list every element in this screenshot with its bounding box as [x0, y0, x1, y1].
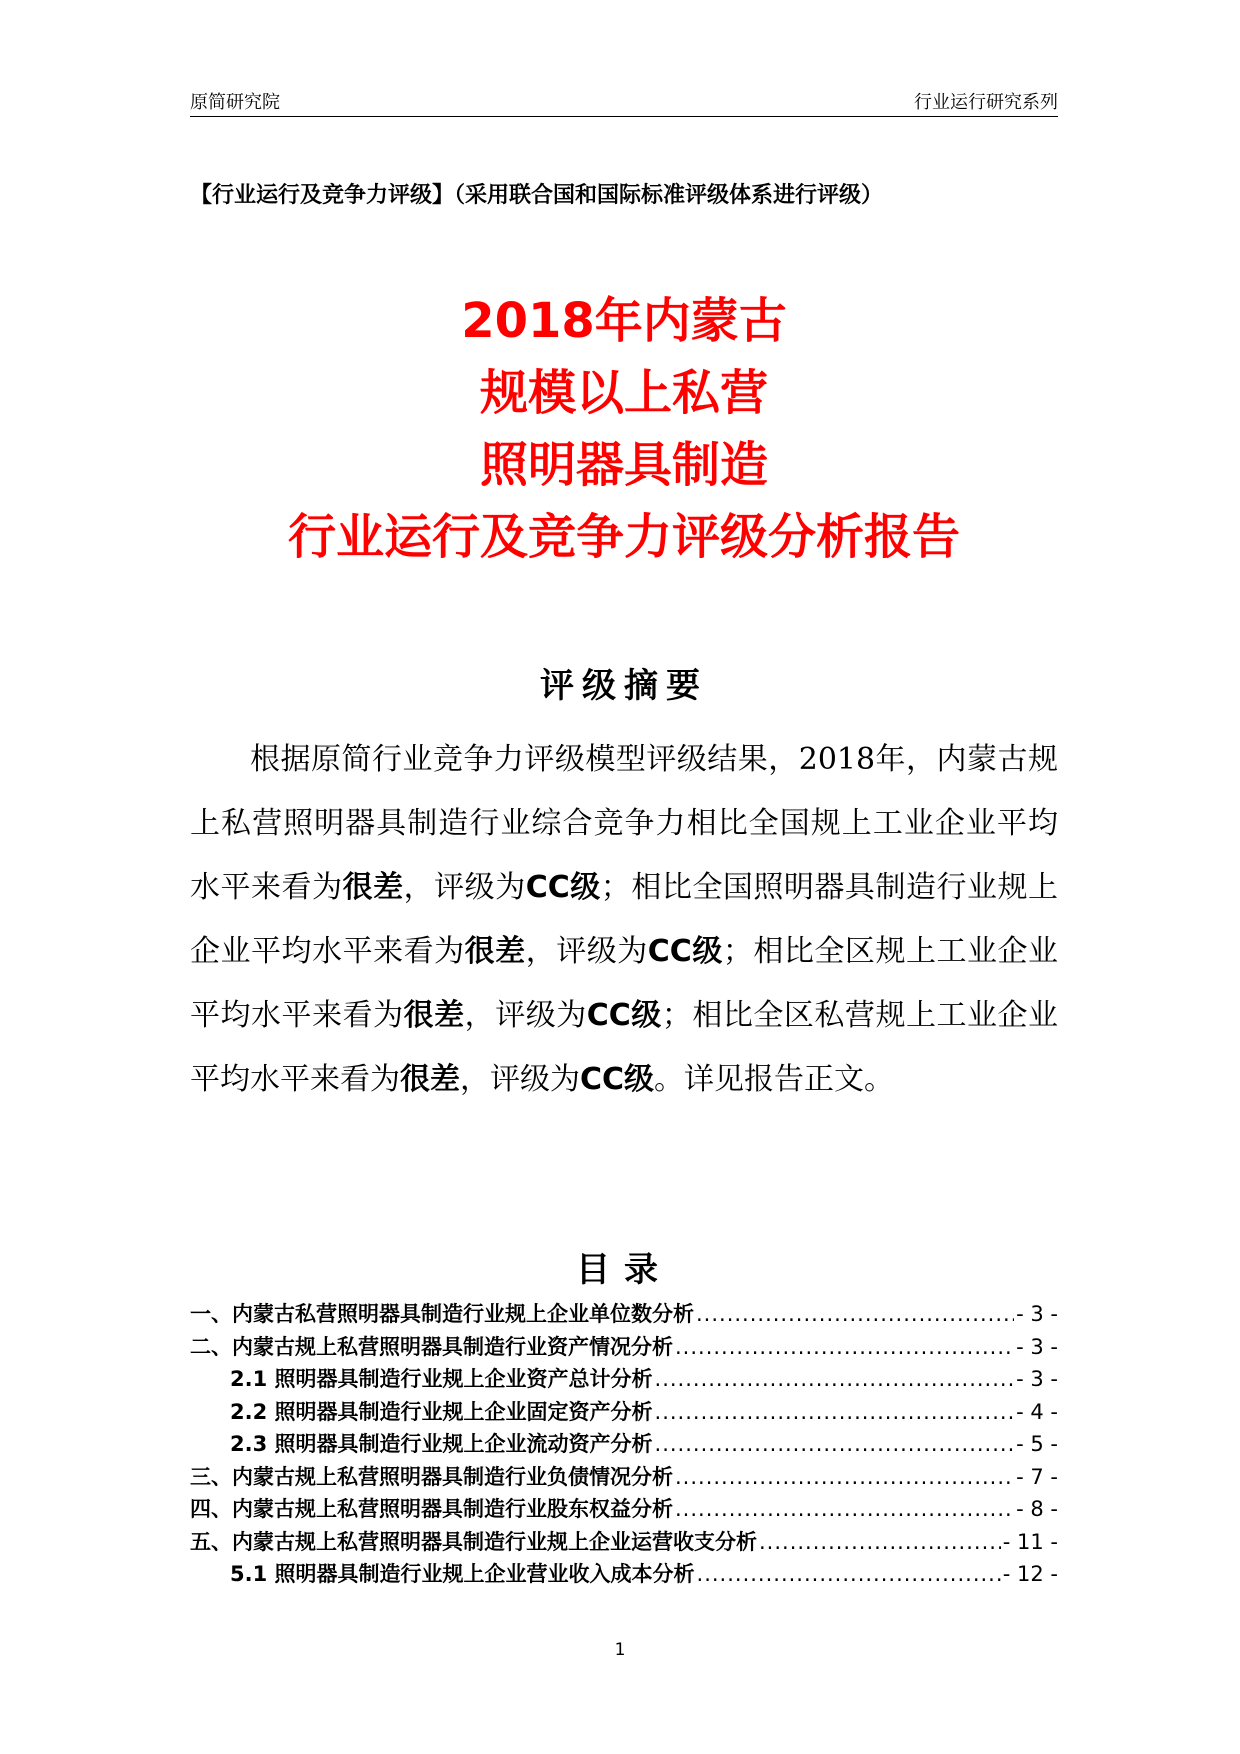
toc-entry[interactable]: [190, 1428, 1058, 1461]
toc-entry-label[interactable]: 2.1 照明器具制造行业规上企业资产总计分析: [230, 1367, 653, 1391]
summary-rating-word: 很差: [403, 998, 465, 1033]
report-title-line-1: 2018年内蒙古: [461, 293, 787, 349]
toc-entry-page: - 7 -: [1016, 1464, 1058, 1489]
toc-leader-dots: [675, 1493, 1014, 1526]
summary-text: ；相比全区规上工业企业平均水平来看为: [190, 934, 1059, 1033]
toc-leader-dots: [655, 1428, 1015, 1461]
toc-entry-page: - 8 -: [1016, 1497, 1058, 1521]
toc-entry-page: - 11 -: [1002, 1529, 1058, 1554]
page-header: [190, 86, 1058, 117]
summary-rating-grade: CC级: [525, 870, 601, 905]
toc-entry-page: - 3 -: [1016, 1334, 1058, 1359]
summary-text: ；相比全区私营规上工业企业平均水平来看为: [190, 998, 1059, 1097]
summary-rating-grade: CC级: [586, 998, 662, 1033]
toc-entry[interactable]: [190, 1526, 1058, 1559]
summary-text: ，评级为: [464, 998, 587, 1033]
summary-heading: 评级摘要: [540, 666, 708, 706]
toc-entry[interactable]: [190, 1298, 1058, 1331]
toc-leader-dots: [759, 1526, 1001, 1559]
toc-entry-label[interactable]: 二、内蒙古规上私营照明器具制造行业资产情况分析: [190, 1334, 673, 1359]
toc-leader-dots: [697, 1558, 1001, 1591]
toc-leader-dots: [696, 1298, 1014, 1331]
toc-entry-page: - 12 -: [1002, 1562, 1058, 1586]
toc-entry-page: - 3 -: [1016, 1302, 1058, 1326]
toc-leader-dots: [675, 1461, 1014, 1494]
toc-entry-page: - 3 -: [1016, 1367, 1058, 1391]
toc-entry[interactable]: [190, 1493, 1058, 1526]
toc-entry[interactable]: [190, 1558, 1058, 1591]
toc-entry-page: - 5 -: [1016, 1432, 1058, 1456]
summary-text: 根据原简行业竞争力评级模型评级结果，2018年，内蒙古规上私营照明器具制造行业综合竞争力相比全国规上工业企业平均水平来看为: [190, 742, 1058, 905]
toc-entry[interactable]: [190, 1363, 1058, 1396]
summary-text: ；相比全国照明器具制造行业规上企业平均水平来看为: [190, 870, 1059, 969]
report-title: [190, 285, 1058, 573]
header-series-name: 行业运行研究系列: [914, 92, 1058, 113]
toc-entry-page: - 4 -: [1016, 1399, 1058, 1424]
summary-text: ，评级为: [403, 870, 526, 905]
report-title-line-4: 行业运行及竞争力评级分析报告: [287, 509, 960, 565]
page-number: 1: [614, 1640, 626, 1660]
toc-leader-dots: [655, 1363, 1015, 1396]
report-title-line-3: 照明器具制造: [479, 437, 768, 493]
summary-paragraph: [190, 728, 1058, 1112]
summary-rating-grade: CC级: [647, 934, 723, 969]
toc-entry-label[interactable]: 四、内蒙古规上私营照明器具制造行业股东权益分析: [190, 1497, 673, 1521]
header-org-name: 原简研究院: [190, 92, 280, 113]
toc-entry-label[interactable]: 2.2 照明器具制造行业规上企业固定资产分析: [230, 1399, 653, 1424]
summary-rating-grade: CC级: [580, 1062, 655, 1097]
toc-heading: 目录: [576, 1250, 672, 1290]
summary-rating-word: 很差: [400, 1062, 460, 1097]
report-title-line-2: 规模以上私营: [479, 365, 768, 421]
toc-entry-label[interactable]: 三、内蒙古规上私营照明器具制造行业负债情况分析: [190, 1464, 673, 1489]
toc-entry[interactable]: [190, 1331, 1058, 1364]
toc-entry-label[interactable]: 2.3 照明器具制造行业规上企业流动资产分析: [230, 1432, 653, 1456]
report-subtitle: 【行业运行及竞争力评级】（采用联合国和国际标准评级体系进行评级）: [190, 183, 884, 208]
table-of-contents: [190, 1298, 1058, 1591]
summary-rating-word: 很差: [464, 934, 526, 969]
toc-entry[interactable]: [190, 1396, 1058, 1429]
toc-leader-dots: [655, 1396, 1015, 1429]
toc-leader-dots: [675, 1331, 1014, 1364]
summary-text: ，评级为: [525, 934, 648, 969]
toc-entry-label[interactable]: 5.1 照明器具制造行业规上企业营业收入成本分析: [230, 1562, 695, 1586]
toc-entry-label[interactable]: 一、内蒙古私营照明器具制造行业规上企业单位数分析: [190, 1302, 694, 1326]
summary-text: 。详见报告正文。: [654, 1062, 895, 1097]
toc-entry-label[interactable]: 五、内蒙古规上私营照明器具制造行业规上企业运营收支分析: [190, 1529, 757, 1554]
summary-rating-word: 很差: [342, 870, 404, 905]
summary-text: ，评级为: [460, 1062, 580, 1097]
toc-entry[interactable]: [190, 1461, 1058, 1494]
